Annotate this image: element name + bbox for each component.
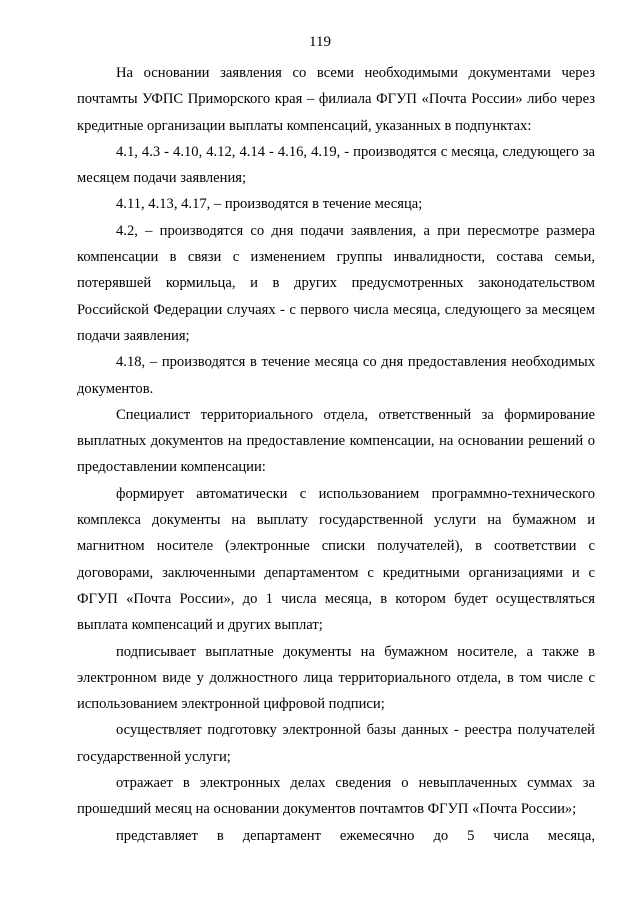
- document-body: [77, 60, 595, 849]
- paragraph-subitem-4-18: 4.18, – производятся в течение месяца со дня предоставления необходимых документов.: [77, 354, 595, 397]
- paragraph-application-basis: На основании заявления со всеми необходимыми документами через почтамты УФПС Приморского края – филиала ФГУП «Почта России» либо через кредитные организации выплаты компенсаций, указанных в подпунктах:: [77, 65, 595, 134]
- paragraph-subitems-next-month: 4.1, 4.3 - 4.10, 4.12, 4.14 - 4.16, 4.19, - производятся с месяца, следующего за месяцем подачи заявления;: [77, 143, 595, 187]
- paragraph-subitems-within-month: 4.11, 4.13, 4.17, – производятся в течение месяца;: [116, 196, 423, 213]
- paragraph-prepares-database: осуществляет подготовку электронной базы данных - реестра получателей государственной услуги;: [77, 722, 595, 765]
- paragraph-specialist: Специалист территориального отдела, ответственный за формирование выплатных документов на предоставление компенсации, на основании решений о предоставлении компенсации:: [77, 406, 595, 476]
- page-number: 119: [309, 34, 331, 50]
- paragraph-subitem-4-2: 4.2, – производятся со дня подачи заявления, а при пересмотре размера компенсации в связи с изменением группы инвалидности, состава семьи, потерявшей кормильца, и в других предусмотренных законодательством Российской Федерации случаях - с первого числа месяца, следующего за месяцем подачи заявления;: [77, 222, 595, 344]
- paragraph-records-unpaid: отражает в электронных делах сведения о невыплаченных суммах за прошедший месяц на основании документов почтамтов ФГУП «Почта России»;: [77, 775, 595, 818]
- paragraph-submits-monthly: представляет в департамент ежемесячно до 5 числа месяца,: [116, 827, 595, 844]
- paragraph-forms-documents: формирует автоматически с использованием программно-технического комплекса документы на выплату государственной услуги на бумажном и магнитном носителе (электронные списки получателей), в соответствии с договорами, заключенными департаментом с кредитными организациями и с ФГУП «Почта России», до 1 числа месяца, в котором будет осуществляться выплата компенсаций и других выплат;: [77, 485, 595, 634]
- paragraph-signs-documents: подписывает выплатные документы на бумажном носителе, а также в электронном виде у должностного лица территориального отдела, в том числе с использованием электронной цифровой подписи;: [77, 643, 595, 713]
